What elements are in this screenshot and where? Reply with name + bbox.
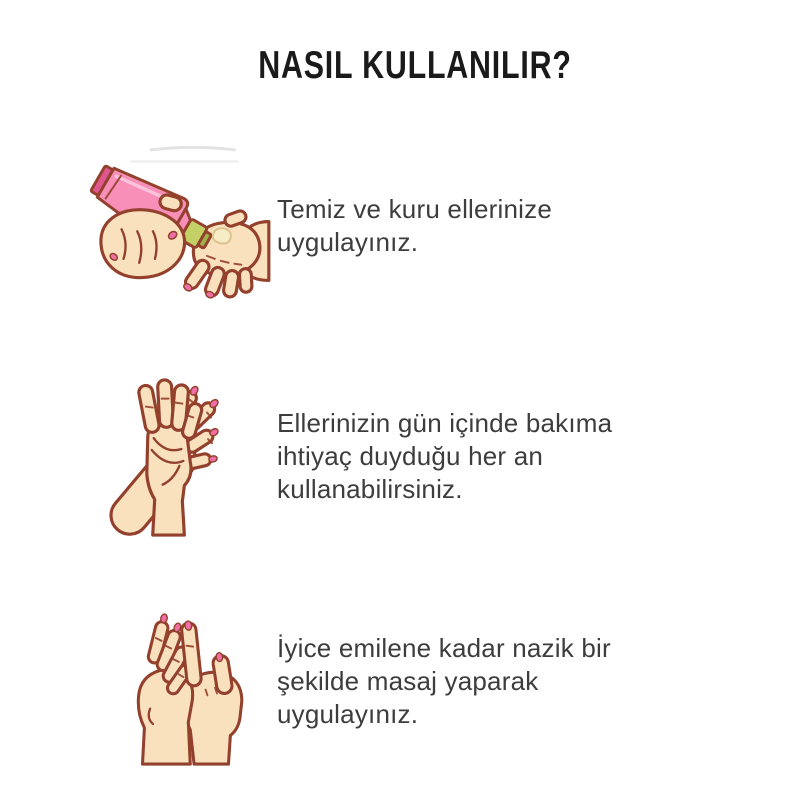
motion-lines-icon — [131, 147, 237, 161]
apply-cream-illustration — [88, 141, 270, 303]
hands-crossed-icon — [114, 371, 228, 537]
step-1-text — [277, 193, 552, 259]
step-2-text — [277, 407, 612, 506]
page-title: NASIL KULLANILIR? — [258, 44, 572, 87]
step-text-line: şekilde masaj yaparak — [277, 666, 539, 696]
step-3-text — [277, 632, 611, 731]
hands-massage-illustration — [106, 596, 264, 766]
step-text-line: uygulayınız. — [277, 699, 419, 729]
step-text-line: uygulayınız. — [277, 227, 419, 257]
step-text-line: İyice emilene kadar nazik bir — [277, 633, 611, 663]
cream-tube-hands-icon — [88, 141, 270, 303]
step-text-line: Temiz ve kuru ellerinize — [277, 194, 553, 224]
hands-massage-icon — [106, 596, 264, 766]
step-text-line: Ellerinizin gün içinde bakıma — [277, 408, 613, 438]
cream-drop-icon — [213, 228, 231, 243]
step-text-line: ihtiyaç duyduğu her an — [277, 441, 544, 471]
step-text-line: kullanabilirsiniz. — [277, 474, 463, 504]
hands-crossed-illustration — [114, 371, 228, 537]
